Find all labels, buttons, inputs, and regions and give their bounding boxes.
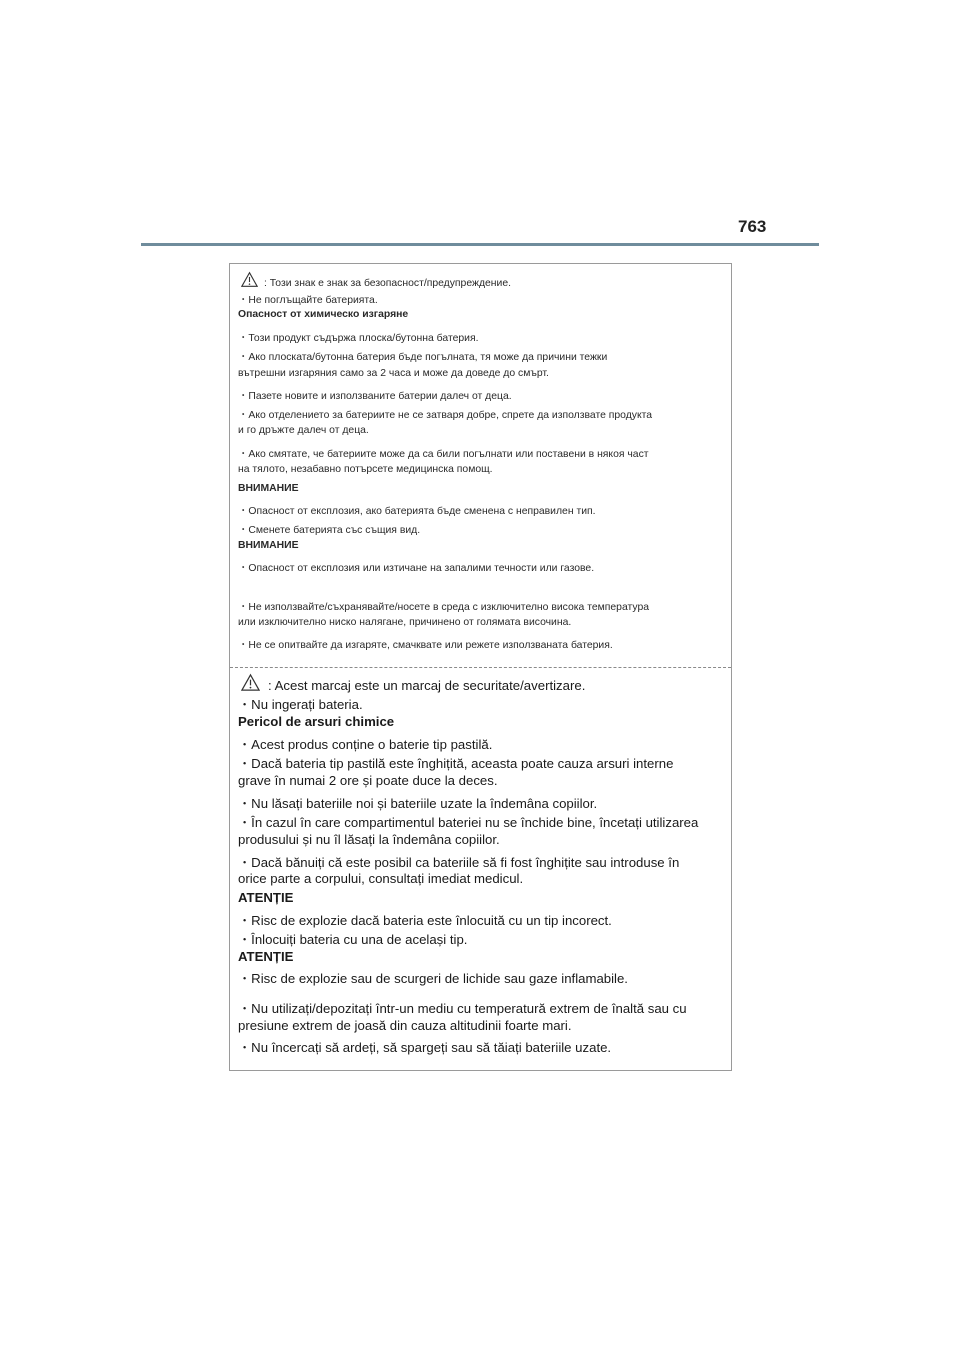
warning-triangle-icon	[241, 271, 258, 291]
line-text: вътрешни изгаряния само за 2 часа и може да доведе до смърт.	[238, 368, 549, 379]
warning-text-line	[238, 832, 500, 847]
line-text: ・Пазете новите и използваните батерии далеч от деца.	[238, 391, 512, 402]
warning-text-line	[238, 929, 467, 948]
line-text: ・Acest produs conține o baterie tip pastilă.	[238, 737, 493, 752]
line-text: ・Risc de explozie dacă bateria este înlocuită cu un tip incorect.	[238, 913, 612, 928]
line-text: ・Ако смятате, че батериите може да са били погълнати или поставени в някоя част	[238, 449, 649, 460]
warning-text-line	[238, 445, 649, 460]
warning-text-line	[238, 1037, 611, 1056]
warning-text-line	[238, 734, 492, 753]
warning-text-line	[238, 406, 652, 421]
warning-text-line	[238, 291, 378, 306]
line-text: ・Опасност от експлозия, ако батерията бъде сменена с неправилен тип.	[238, 506, 596, 517]
warning-text-line	[238, 1018, 572, 1033]
line-text: Опасност от химическо изгаряне	[238, 309, 409, 320]
line-text: ・Не използвайте/съхранявайте/носете в среда с изключително висока температура	[238, 602, 650, 613]
line-text: ATENȚIE	[238, 890, 294, 905]
warning-text-line	[238, 910, 612, 929]
warning-text-line	[238, 871, 523, 886]
warning-text-line	[238, 636, 613, 651]
line-text: ・Не се опитвайте да изгаряте, смачквате или режете използваната батерия.	[238, 640, 613, 651]
warning-text-line	[238, 694, 363, 713]
warning-text-line	[238, 617, 571, 628]
line-text: : Acest marcaj este un marcaj de securitate/avertizare.	[268, 678, 586, 693]
line-text: ・Не поглъщайте батерията.	[238, 295, 378, 306]
header-rule	[141, 243, 819, 246]
line-text: или изключително ниско налягане, причинено от голямата височина.	[238, 617, 572, 628]
section-heading	[238, 483, 299, 494]
line-text: на тялото, незабавно потърсете медицинска помощ.	[238, 464, 493, 475]
line-text: ・Înlocuiți bateria cu una de același tip.	[238, 932, 468, 947]
line-text: ・Nu utilizați/depozitați într-un mediu cu temperatură extrem de înaltă sau cu	[238, 1001, 687, 1016]
warning-text-line	[238, 271, 511, 291]
line-text: ・Сменете батерията със същия вид.	[238, 525, 421, 536]
warning-text-line	[238, 812, 698, 831]
line-text: ・Ако отделението за батериите не се затваря добре, спрете да използвате продукта	[238, 410, 653, 421]
warning-text-line	[238, 998, 687, 1017]
bulgarian-warning-section	[230, 264, 731, 668]
warning-text-line	[238, 968, 628, 987]
line-text: produsului și nu îl lăsați la îndemâna copiilor.	[238, 832, 500, 847]
warning-text-line	[238, 852, 679, 871]
warning-text-line	[238, 329, 478, 344]
warning-text-line	[238, 559, 594, 574]
line-text: ・În cazul în care compartimentul bateriei nu se închide bine, încetați utilizarea	[238, 815, 699, 830]
line-text: ・Ако плоската/бутонна батерия бъде погълната, тя може да причини тежки	[238, 352, 608, 363]
line-text: grave în numai 2 ore și poate duce la deces.	[238, 773, 498, 788]
warning-text-line	[238, 521, 420, 536]
warning-text-line	[238, 598, 649, 613]
warning-text-line	[238, 753, 673, 772]
warning-text-line	[238, 368, 549, 379]
warning-text-line	[238, 464, 493, 475]
line-text: ・Този продукт съдържа плоска/бутонна батерия.	[238, 333, 479, 344]
warning-notice-box	[229, 263, 732, 1071]
line-text: : Този знак е знак за безопасност/предупреждение.	[264, 278, 511, 289]
romanian-warning-section	[230, 668, 731, 1070]
line-text: ・Nu încercați să ardeți, să spargeți sau să tăiați bateriile uzate.	[238, 1040, 612, 1055]
section-heading	[238, 540, 299, 551]
warning-text-line	[238, 673, 585, 695]
line-text: ・Dacă bănuiți că este posibil ca bateriile să fi fost înghițite sau introduse în	[238, 855, 680, 870]
line-text: ・Dacă bateria tip pastilă este înghițită, aceasta poate cauza arsuri interne	[238, 756, 674, 771]
line-text: и го дръжте далеч от деца.	[238, 425, 369, 436]
warning-text-line	[238, 425, 369, 436]
line-text: ・Nu ingerați bateria.	[238, 697, 363, 712]
warning-triangle-icon	[241, 673, 260, 695]
line-text: orice parte a corpului, consultați imediat medicul.	[238, 871, 524, 886]
warning-text-line	[238, 793, 597, 812]
line-text: ・Risc de explozie sau de scurgeri de lichide sau gaze inflamabile.	[238, 971, 628, 986]
line-text: ・Nu lăsați bateriile noi și bateriile uzate la îndemâna copiilor.	[238, 796, 598, 811]
line-text: presiune extrem de joasă din cauza altitudinii foarte mari.	[238, 1018, 572, 1033]
section-heading	[238, 890, 293, 905]
warning-text-line	[238, 387, 512, 402]
page-number: 763	[738, 217, 767, 236]
section-heading	[238, 309, 408, 320]
line-text: ВНИМАНИЕ	[238, 540, 299, 551]
line-text: ・Опасност от експлозия или изтичане на запалими течности или газове.	[238, 563, 595, 574]
warning-text-line	[238, 502, 596, 517]
warning-text-line	[238, 348, 607, 363]
section-heading	[238, 949, 293, 964]
line-text: ВНИМАНИЕ	[238, 483, 299, 494]
warning-text-line	[238, 773, 498, 788]
line-text: Pericol de arsuri chimice	[238, 714, 395, 729]
section-heading	[238, 714, 394, 729]
line-text: ATENȚIE	[238, 949, 294, 964]
